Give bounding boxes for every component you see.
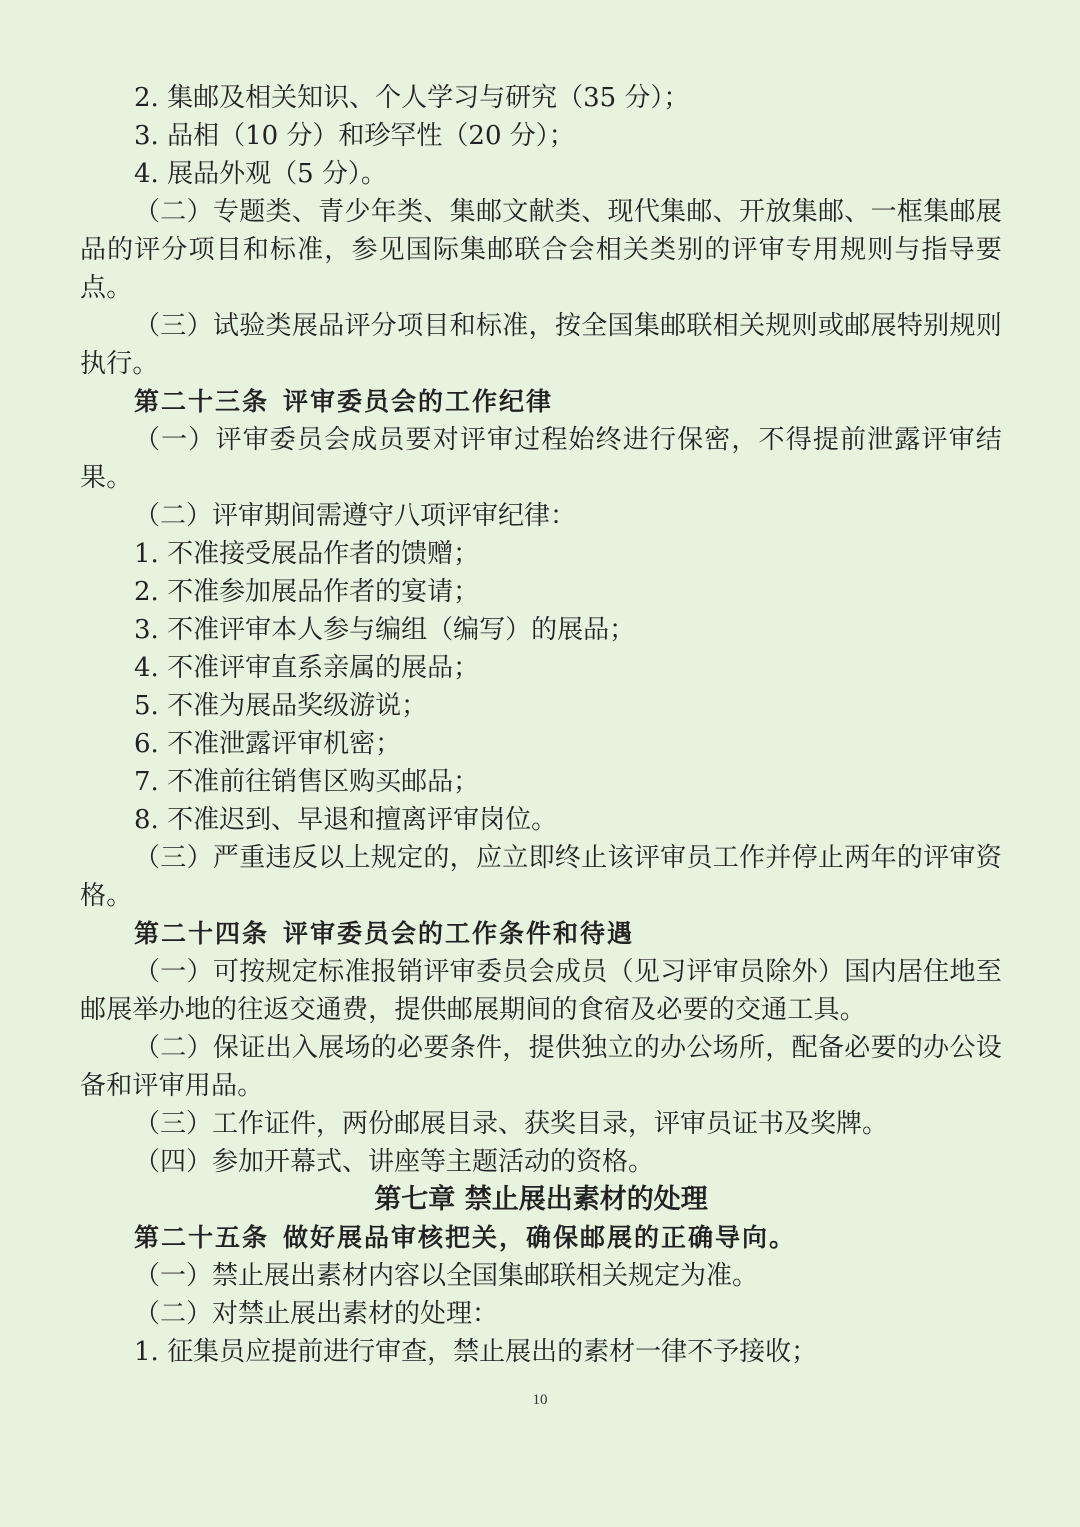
discipline-item-2: 2. 不准参加展品作者的宴请； bbox=[134, 577, 480, 607]
page-number: 10 bbox=[532, 1392, 548, 1408]
discipline-item-8: 8. 不准迟到、早退和擅离评审岗位。 bbox=[134, 805, 558, 835]
discipline-intro: （二）评审期间需遵守八项评审纪律： bbox=[134, 501, 577, 531]
article-23-number: 第二十三条 bbox=[134, 387, 270, 416]
chapter-7-heading: 第七章 禁止展出素材的处理 bbox=[374, 1184, 708, 1215]
scoring-item-3: 3. 品相（10 分）和珍罕性（20 分）； bbox=[134, 121, 575, 151]
discipline-item-1: 1. 不准接受展品作者的馈赠； bbox=[134, 539, 480, 569]
paragraph-office-conditions: （二）保证出入展场的必要条件，提供独立的办公场所，配备必要的办公设备和评审用品。 bbox=[80, 1033, 1002, 1101]
prohibited-handling-intro: （二）对禁止展出素材的处理： bbox=[134, 1299, 499, 1329]
paragraph-violation: （三）严重违反以上规定的，应立即终止该评审员工作并停止两年的评审资格。 bbox=[80, 843, 1002, 911]
prohibited-handling-item-1: 1. 征集员应提前进行审查，禁止展出的素材一律不予接收； bbox=[134, 1337, 818, 1367]
discipline-item-7: 7. 不准前往销售区购买邮品； bbox=[134, 767, 480, 797]
paragraph-confidentiality: （一）评审委员会成员要对评审过程始终进行保密，不得提前泄露评审结果。 bbox=[80, 425, 1002, 493]
article-24-heading bbox=[80, 915, 1002, 953]
document-body bbox=[80, 79, 1002, 1371]
discipline-item-5: 5. 不准为展品奖级游说； bbox=[134, 691, 428, 721]
article-24-number: 第二十四条 bbox=[134, 919, 270, 948]
article-23-title: 评审委员会的工作纪律 bbox=[283, 387, 554, 416]
paragraph-documents: （三）工作证件，两份邮展目录、获奖目录，评审员证书及奖牌。 bbox=[134, 1109, 889, 1139]
discipline-item-3: 3. 不准评审本人参与编组（编写）的展品； bbox=[134, 615, 636, 645]
scoring-item-4: 4. 展品外观（5 分）。 bbox=[134, 159, 387, 189]
article-25-number: 第二十五条 bbox=[134, 1223, 270, 1252]
paragraph-travel-expenses: （一）可按规定标准报销评审委员会成员（见习评审员除外）国内居住地至邮展举办地的往返交通费，提供邮展期间的食宿及必要的交通工具。 bbox=[80, 957, 1002, 1025]
paragraph-activities: （四）参加开幕式、讲座等主题活动的资格。 bbox=[134, 1147, 655, 1177]
article-25-title: 做好展品审核把关，确保邮展的正确导向。 bbox=[283, 1223, 797, 1252]
article-24-title: 评审委员会的工作条件和待遇 bbox=[283, 919, 635, 948]
paragraph-experimental-exhibits: （三）试验类展品评分项目和标准，按全国集邮联相关规则或邮展特别规则执行。 bbox=[80, 311, 1002, 379]
scoring-item-2: 2. 集邮及相关知识、个人学习与研究（35 分）； bbox=[134, 83, 690, 113]
discipline-item-4: 4. 不准评审直系亲属的展品； bbox=[134, 653, 480, 683]
article-25-heading bbox=[80, 1219, 1002, 1257]
prohibited-content-rule: （一）禁止展出素材内容以全国集邮联相关规定为准。 bbox=[134, 1261, 759, 1291]
discipline-item-6: 6. 不准泄露评审机密； bbox=[134, 729, 402, 759]
paragraph-thematic-exhibits: （二）专题类、青少年类、集邮文献类、现代集邮、开放集邮、一框集邮展品的评分项目和标准，参见国际集邮联合会相关类别的评审专用规则与指导要点。 bbox=[80, 197, 1002, 303]
article-23-heading bbox=[80, 383, 1002, 421]
